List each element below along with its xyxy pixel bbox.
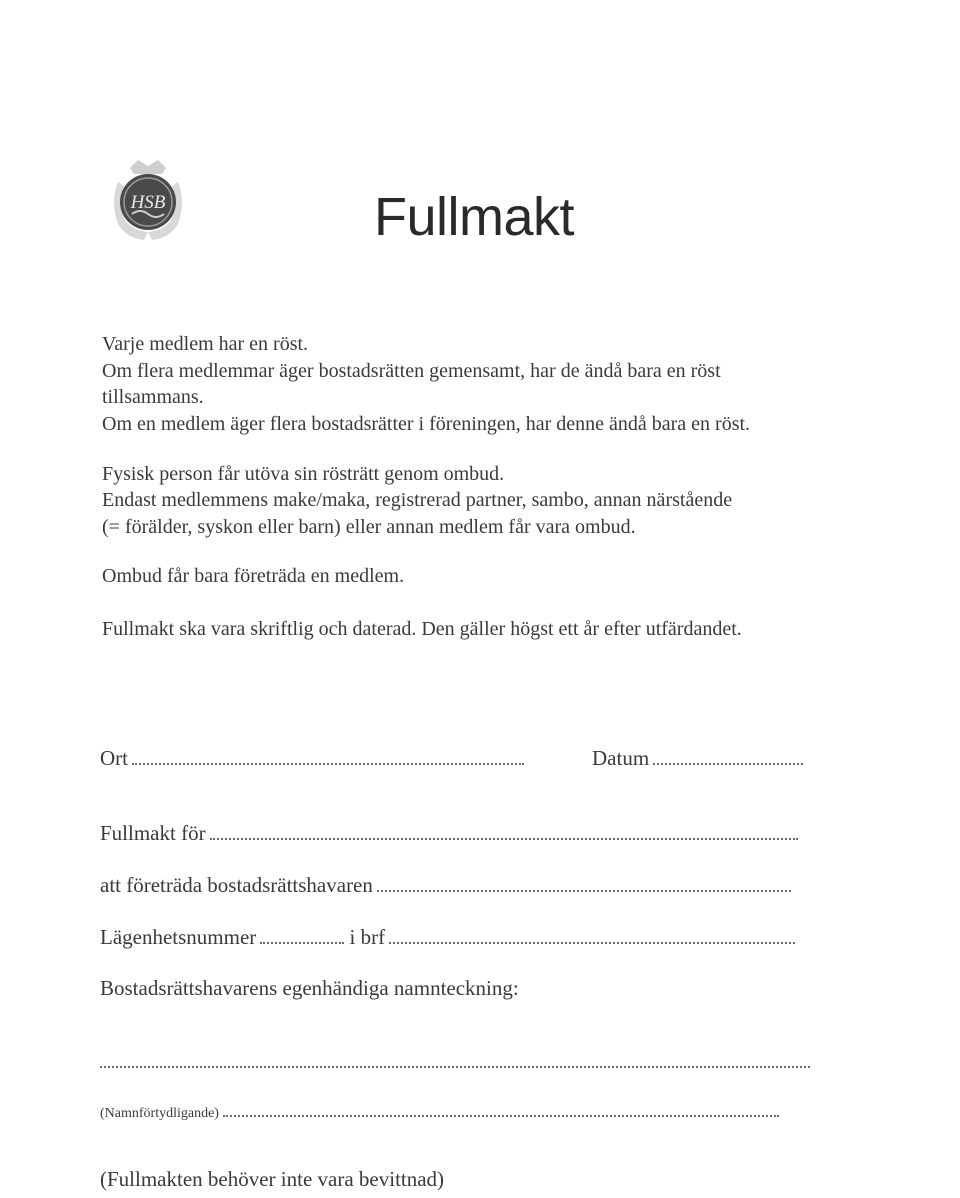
representera-label: att företräda bostadsrättshavaren xyxy=(100,873,373,897)
fullmakt-for-line[interactable] xyxy=(210,838,798,840)
ort-line[interactable] xyxy=(132,763,524,765)
rule-proxy-right: Fysisk person får utöva sin rösträtt genom ombud. xyxy=(102,463,505,485)
rule-multiple-apartments: Om en medlem äger flera bostadsrätter i föreningen, har denne ändå bara en röst. xyxy=(102,413,751,435)
ort-field[interactable] xyxy=(100,745,524,771)
representera-line[interactable] xyxy=(377,890,791,892)
lagenhetsnummer-line[interactable] xyxy=(260,942,344,944)
name-clarification-line[interactable] xyxy=(223,1115,779,1117)
rule-one-vote: Varje medlem har en röst. xyxy=(102,333,309,355)
svg-text:HSB: HSB xyxy=(130,192,166,213)
page-title: Fullmakt xyxy=(374,187,575,247)
fullmakt-for-label: Fullmakt för xyxy=(100,821,206,845)
rule-proxy-eligible-cont: (= förälder, syskon eller barn) eller annan medlem får vara ombud. xyxy=(102,516,636,538)
ort-label: Ort xyxy=(100,746,128,770)
footer-note: (Fullmakten behöver inte vara bevittnad) xyxy=(100,1167,445,1191)
rule-proxy-limit: Ombud får bara företräda en medlem. xyxy=(102,565,405,587)
fullmakt-for-field[interactable] xyxy=(100,820,798,846)
representera-field[interactable] xyxy=(100,872,791,898)
brf-label: i brf xyxy=(349,925,386,949)
name-clarification-field[interactable] xyxy=(100,1097,779,1127)
datum-field[interactable] xyxy=(592,745,803,771)
name-clarification-label: (Namnförtydligande) xyxy=(100,1106,219,1121)
brf-line[interactable] xyxy=(389,942,795,944)
rule-written-dated: Fullmakt ska vara skriftlig och daterad. Den gäller högst ett år efter utfärdandet. xyxy=(102,618,742,640)
rule-proxy-eligible: Endast medlemmens make/maka, registrerad partner, sambo, annan närstående xyxy=(102,489,733,511)
hsb-emblem-icon xyxy=(104,152,192,244)
datum-line[interactable] xyxy=(653,763,803,765)
rule-shared-ownership: Om flera medlemmar äger bostadsrätten gemensamt, har de ändå bara en röst xyxy=(102,360,721,382)
datum-label: Datum xyxy=(592,746,650,770)
hsb-logo xyxy=(104,152,192,244)
lagenhetsnummer-label: Lägenhetsnummer xyxy=(100,925,257,949)
rule-shared-ownership-cont: tillsammans. xyxy=(102,386,204,408)
lagenhet-brf-field[interactable] xyxy=(100,924,795,950)
signature-label: Bostadsrättshavarens egenhändiga namnteckning: xyxy=(100,976,519,1000)
signature-line[interactable] xyxy=(100,1066,810,1068)
